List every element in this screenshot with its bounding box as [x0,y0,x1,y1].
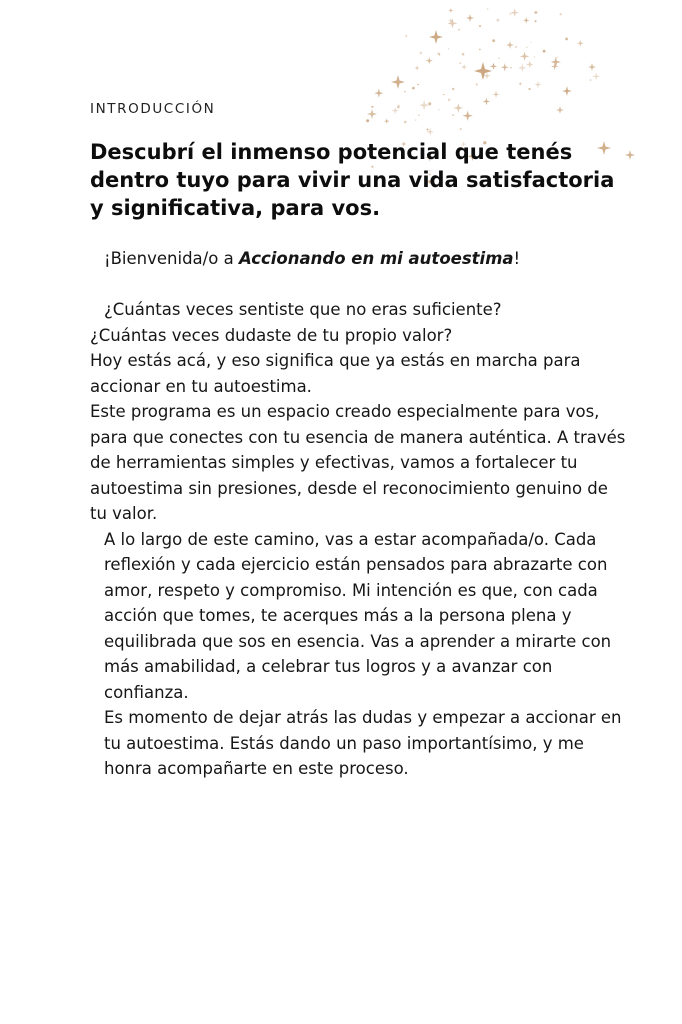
program-name: Accionando en mi autoestima [238,249,514,268]
welcome-line [90,246,630,272]
paragraph-program: Este programa es un espacio creado especialmente para vos, para que conectes con tu esencia de manera auténtica. A través de herramientas simples y efectivas, vamos a fortalecer tu autoestima sin presiones, desde el reconocimiento genuino de tu valor. [90,402,626,523]
welcome-prefix: ¡Bienvenida/o a [104,249,239,268]
paragraph-question-2: ¿Cuántas veces dudaste de tu propio valor? [90,325,453,345]
page-headline: Descubrí el inmenso potencial que tenés dentro tuyo para vivir una vida satisfactoria y significativa, para vos. [90,140,615,220]
paragraph-question-1: ¿Cuántas veces sentiste que no eras suficiente? [104,300,502,319]
section-label: INTRODUCCIÓN [90,101,216,117]
paragraph-today: Hoy estás acá, y eso significa que ya estás en marcha para accionar en tu autoestima. [90,351,581,396]
paragraph-gap [90,272,630,298]
paragraph-closing: Es momento de dejar atrás las dudas y empezar a accionar en tu autoestima. Estás dando un paso importantísimo, y me honra acompañarte en este proceso. [104,708,622,778]
welcome-suffix: ! [513,249,521,268]
body-text [90,246,630,782]
paragraph-journey: A lo largo de este camino, vas a estar acompañada/o. Cada reflexión y cada ejercicio están pensados para abrazarte con amor, respeto y compromiso. Mi intención es que, con cada acción que tomes, te acerques más a la persona plena y equilibrada que sos en esencia. Vas a aprender a mirarte con más amabilidad, a celebrar tus logros y a avanzar con confianza. [104,529,612,702]
